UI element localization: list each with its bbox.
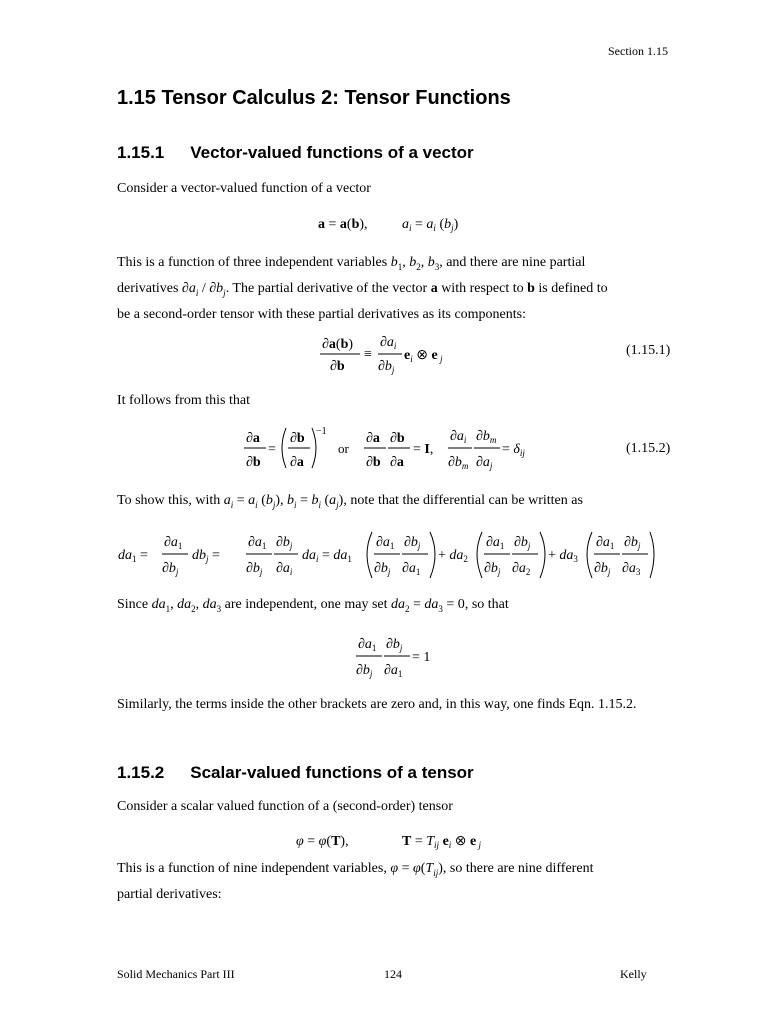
svg-text:∂bm: $\partial b_m$ (476, 429, 497, 445)
text-run: Since (117, 597, 149, 612)
paragraph-nine-variables: This is a function of nine independent variables, $\varphi = \varphi(T_{ij})$, so there are nine different partial derivatives: (117, 861, 594, 902)
svg-text:∂b: ∂b (390, 431, 405, 446)
svg-text:dai = da1: $da_i = da_1$ (302, 548, 352, 564)
svg-text:∂a: ∂a (390, 455, 404, 470)
svg-text:∂a1: $\partial a_1$ (248, 535, 267, 551)
svg-text:∂aj: $\partial a_j$ (476, 455, 493, 471)
svg-text:∂a(b): ∂a(b) (322, 337, 354, 352)
footer-right: Kelly (620, 967, 647, 981)
text-run: partial derivatives: (117, 886, 222, 902)
paragraph-follows: It follows from this that (117, 393, 250, 408)
equation-unity (350, 628, 450, 680)
svg-text:∂ai: $\partial a_i$ (450, 429, 467, 445)
svg-text:∂ai: $\partial a_i$ (276, 561, 293, 577)
paragraph-since: Since $da_1$, $da_2$, $da_3$ are independent, one may set $da_2 = da_3 = 0$, so that (117, 597, 509, 614)
svg-text:∂bj: $\partial b_j$ (356, 663, 373, 679)
svg-text:∂bj: $\partial b_j$ (624, 535, 641, 551)
svg-text:∂bj: $\partial b_j$ (162, 561, 179, 577)
equation-differential (118, 524, 658, 584)
svg-text:∂bj: $\partial b_j$ (246, 561, 263, 577)
svg-text:= I,: = I, (413, 442, 434, 457)
section-title: Scalar-valued functions of a tensor (190, 763, 474, 782)
svg-text:∂a1: $\partial a_1$ (376, 535, 395, 551)
svg-text:φ = φ(T),: φ = φ(T), (296, 834, 349, 849)
text-run: . The partial derivative of the vector (225, 280, 428, 296)
svg-text:ei ⊗ e j: $e_i$ ⊗ e $_j$ (404, 348, 443, 364)
svg-text:∂a: ∂a (366, 431, 380, 446)
svg-text:∂a1: $\partial a_1$ (164, 535, 183, 551)
paragraph-to-show: To show this, with $a_i = a_i$ $(b_j)$, $b_i = b_i$ $(a_j)$, note that the differential can be written as (117, 493, 583, 510)
text-run: derivatives (117, 280, 179, 296)
svg-text:+ da2: + $da_2$ (438, 548, 468, 564)
text-run: This is a function of nine independent variables, (117, 861, 387, 876)
text-run: is defined to (538, 280, 608, 296)
svg-text:∂a1: $\partial a_1$ (486, 535, 505, 551)
page-number: 124 (384, 967, 402, 981)
svg-text:∂b: ∂b (330, 359, 345, 374)
svg-text:∂ai: $\partial a_i$ (380, 335, 397, 351)
svg-text:∂bj: $\partial b_j$ (514, 535, 531, 551)
equation-scalar-function (290, 826, 530, 854)
page-title: 1.15 Tensor Calculus 2: Tensor Functions (117, 87, 511, 109)
svg-text:∂bm: $\partial b_m$ (448, 455, 469, 471)
svg-text:∂a2: $\partial a_2$ (512, 561, 531, 577)
equation-1-15-2 (240, 420, 540, 476)
svg-text:=: = (268, 442, 276, 457)
text-run: , and there are nine partial (439, 255, 586, 270)
svg-text:∂bj: $\partial b_j$ (484, 561, 501, 577)
text-run: To show this, with (117, 493, 221, 508)
equation-number: (1.15.1) (626, 343, 671, 358)
svg-text:∂bj: $\partial b_j$ (374, 561, 391, 577)
svg-text:∂bj: $\partial b_j$ (378, 359, 395, 375)
svg-text:∂b: ∂b (290, 431, 305, 446)
section-title: Vector-valued functions of a vector (190, 143, 474, 162)
svg-text:∂a: ∂a (290, 455, 304, 470)
svg-text:∂bj: $\partial b_j$ (386, 637, 403, 653)
section-heading-2 (117, 763, 474, 783)
svg-text:dbj =: $db_j$ = (192, 548, 220, 564)
svg-text:≡: ≡ (364, 347, 372, 362)
equation-vector-function (300, 208, 500, 238)
svg-text:∂bj: $\partial b_j$ (404, 535, 421, 551)
svg-text:+ da3: + $da_3$ (548, 548, 578, 564)
text-run: , so that (464, 597, 509, 612)
svg-text:∂b: ∂b (366, 455, 381, 470)
svg-text:∂a1: $\partial a_1$ (384, 663, 403, 679)
svg-text:∂a3: $\partial a_3$ (622, 561, 641, 577)
equation-number: (1.15.2) (626, 441, 671, 456)
svg-text:∂a: ∂a (246, 431, 260, 446)
section-number: 1.15.1 (117, 143, 165, 162)
equation-1-15-1 (310, 330, 470, 378)
svg-text:= 1: = 1 (412, 650, 431, 665)
text-run: This is a function of three independent variables (117, 255, 388, 270)
text-run: , note that the differential can be written as (343, 493, 583, 508)
svg-text:T = Tij ei ⊗ e j: $T = T_{ij}$ $e_i$ ⊗ e $_j$ (402, 834, 482, 850)
section-heading-1 (117, 143, 474, 163)
or-word: or (338, 441, 349, 456)
paragraph-similarly: Similarly, the terms inside the other brackets are zero and, in this way, one finds Eqn. 1.15.2. (117, 697, 637, 712)
svg-text:ai = ai (bj): $a_i = a_i$ $(b_j)$ (402, 217, 459, 233)
section-number: 1.15.2 (117, 763, 165, 782)
text-run: with respect to (441, 280, 524, 296)
svg-text:∂bj: $\partial b_j$ (276, 535, 293, 551)
svg-text:∂a1: $\partial a_1$ (358, 637, 377, 653)
paragraph-partial-derivatives: This is a function of three independent variables $b_1$, $b_2$, $b_3$, and there are nine partial derivatives $\partial a_i / \partial b_j$. The partial derivative of the vector a with respect to b is defined to be a second-order tensor with these partial derivatives as its components: (117, 255, 608, 322)
svg-text:a = a(b),: a = a(b), (318, 217, 368, 232)
running-header: Section 1.15 (608, 44, 668, 58)
text-run: are independent, one may set (224, 597, 388, 612)
text-run: be a second-order tensor with these partial derivatives as its components: (117, 306, 526, 322)
footer-left: Solid Mechanics Part III (117, 967, 235, 981)
svg-text:da1 =: $da_1$ = (118, 548, 148, 564)
paragraph-scalar-intro: Consider a scalar valued function of a (second-order) tensor (117, 799, 453, 814)
svg-text:∂b: ∂b (246, 455, 261, 470)
svg-text:= δij: = $\delta_{ij}$ (502, 442, 525, 458)
svg-text:−1: −1 (316, 426, 327, 437)
svg-text:∂a1: $\partial a_1$ (402, 561, 421, 577)
text-run: , so there are nine different (442, 861, 594, 876)
svg-text:∂a1: $\partial a_1$ (596, 535, 615, 551)
paragraph-intro: Consider a vector-valued function of a vector (117, 181, 371, 196)
svg-text:∂bj: $\partial b_j$ (594, 561, 611, 577)
